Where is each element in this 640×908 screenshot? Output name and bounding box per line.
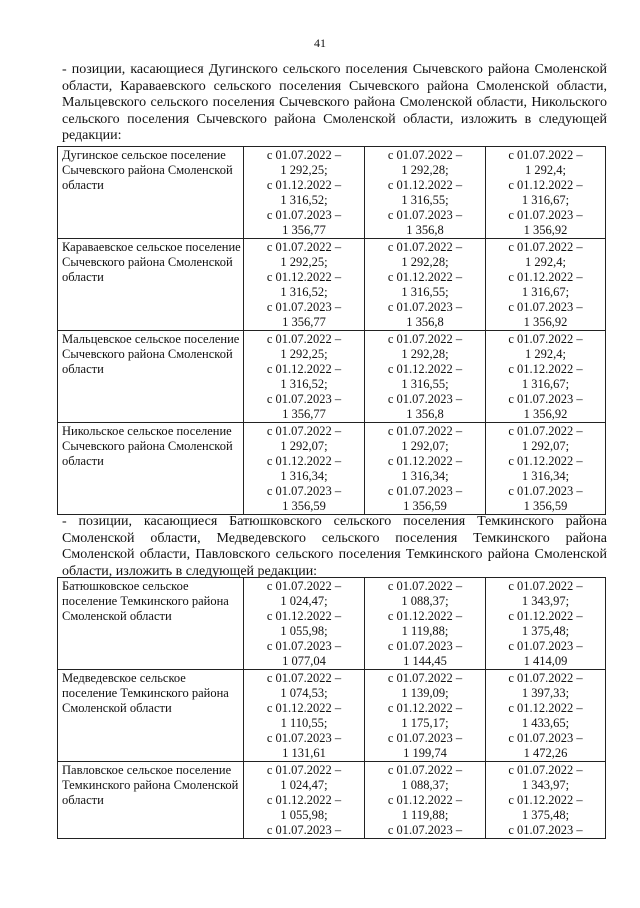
tariff-line: 1 139,09; (401, 686, 449, 700)
tariff-line: с 01.07.2023 – (266, 392, 342, 406)
tariff-line: 1 356,8 (406, 223, 444, 237)
tariff-line: 1 292,07; (280, 439, 328, 453)
tariff-line: с 01.07.2023 – (266, 484, 342, 498)
tariff-line: 1 343,97; (521, 778, 570, 792)
tariff-line: 1 316,67; (521, 285, 570, 299)
tariff-line: с 01.07.2023 – (387, 484, 463, 498)
tariff-line: 1 356,77 (282, 315, 326, 329)
table-row (58, 331, 606, 423)
tariff-table-temkinsky (57, 577, 606, 839)
tariff-line: 1 343,97; (521, 594, 570, 608)
tariff-line: с 01.12.2022 – (266, 178, 342, 192)
tariff-line: с 01.07.2023 – (266, 639, 342, 653)
tariff-line: с 01.07.2023 – (508, 300, 583, 314)
tariff-cell-c2 (365, 670, 486, 762)
tariff-line: 1 356,92 (523, 223, 568, 237)
tariff-line: 1 316,34; (521, 469, 570, 483)
tariff-line: 1 024,47; (280, 594, 328, 608)
tariff-cell-c3 (486, 670, 606, 762)
tariff-cell-c1 (244, 578, 365, 670)
tariff-line: с 01.07.2022 – (508, 579, 583, 593)
table-row (58, 239, 606, 331)
tariff-cell-c2 (365, 578, 486, 670)
tariff-line: 1 356,77 (282, 407, 326, 421)
tariff-line: 1 292,25; (280, 347, 328, 361)
table-row (58, 578, 606, 670)
tariff-line: с 01.07.2022 – (387, 763, 463, 777)
table-row (58, 423, 606, 515)
tariff-line: 1 356,59 (523, 499, 568, 513)
tariff-line: с 01.12.2022 – (508, 270, 583, 284)
tariff-cell-c2 (365, 331, 486, 423)
tariff-line: с 01.07.2022 – (508, 671, 583, 685)
tariff-line: с 01.07.2023 – (266, 731, 342, 745)
tariff-line: с 01.07.2023 – (387, 823, 463, 837)
tariff-line: с 01.07.2022 – (387, 579, 463, 593)
tariff-line: 1 356,8 (406, 407, 444, 421)
tariff-cell-c3 (486, 147, 606, 239)
settlement-name: Мальцевское сельское поселение Сычевского района Смоленской области (58, 331, 244, 423)
tariff-line: с 01.12.2022 – (387, 701, 463, 715)
tariff-line: 1 316,55; (401, 285, 449, 299)
tariff-line: с 01.07.2022 – (387, 240, 463, 254)
tariff-cell-c3 (486, 762, 606, 839)
tariff-line: 1 375,48; (521, 624, 570, 638)
tariff-line: с 01.07.2022 – (266, 148, 342, 162)
tariff-line: 1 316,55; (401, 377, 449, 391)
tariff-line: с 01.07.2023 – (508, 639, 583, 653)
tariff-line: 1 119,88; (401, 624, 449, 638)
tariff-line: с 01.07.2022 – (387, 424, 463, 438)
tariff-line: с 01.07.2023 – (508, 392, 583, 406)
settlement-name: Караваевское сельское поселение Сычевского района Смоленской области (58, 239, 244, 331)
tariff-cell-c1 (244, 762, 365, 839)
tariff-line: с 01.07.2023 – (508, 208, 583, 222)
tariff-line: 1 110,55; (280, 716, 328, 730)
tariff-line: с 01.12.2022 – (508, 178, 583, 192)
table-row (58, 670, 606, 762)
tariff-table-sychevsky (57, 146, 606, 515)
tariff-line: 1 292,07; (401, 439, 449, 453)
tariff-line: с 01.07.2022 – (266, 424, 342, 438)
tariff-line: с 01.07.2022 – (508, 148, 583, 162)
tariff-line: с 01.07.2022 – (508, 332, 583, 346)
tariff-line: с 01.12.2022 – (266, 793, 342, 807)
page-number: 41 (314, 36, 326, 50)
tariff-line: с 01.12.2022 – (387, 178, 463, 192)
tariff-line: 1 024,47; (280, 778, 328, 792)
tariff-line: с 01.12.2022 – (266, 454, 342, 468)
tariff-line: с 01.07.2022 – (266, 763, 342, 777)
tariff-line: с 01.07.2022 – (508, 424, 583, 438)
tariff-line: 1 356,92 (523, 407, 568, 421)
tariff-cell-c1 (244, 423, 365, 515)
tariff-line: с 01.12.2022 – (508, 454, 583, 468)
tariff-cell-c3 (486, 423, 606, 515)
paragraph-temkinsky: - позиции, касающиеся Батюшковского сельского поселения Темкинского района Смоленской области, Медведевского сельского поселения Темкинского района Смоленской области, Павловского сельского поселения Темкинского района Смоленской области, изложить в следующей редакции: (62, 514, 607, 579)
tariff-line: 1 175,17; (401, 716, 449, 730)
tariff-line: с 01.07.2023 – (508, 823, 583, 837)
tariff-line: с 01.12.2022 – (387, 270, 463, 284)
tariff-cell-c1 (244, 331, 365, 423)
tariff-line: 1 292,28; (401, 347, 449, 361)
tariff-line: с 01.07.2023 – (387, 392, 463, 406)
tariff-cell-c1 (244, 147, 365, 239)
settlement-name: Медведевское сельское поселение Темкинского района Смоленской области (58, 670, 244, 762)
tariff-line: с 01.07.2023 – (387, 639, 463, 653)
tariff-line: с 01.12.2022 – (508, 362, 583, 376)
tariff-line: с 01.12.2022 – (266, 701, 342, 715)
tariff-line: с 01.12.2022 – (266, 362, 342, 376)
tariff-line: 1 316,55; (401, 193, 449, 207)
table-row (58, 762, 606, 839)
tariff-line: с 01.07.2022 – (508, 240, 583, 254)
tariff-line: с 01.07.2022 – (508, 763, 583, 777)
tariff-line: с 01.07.2023 – (387, 731, 463, 745)
tariff-cell-c2 (365, 239, 486, 331)
tariff-line: 1 077,04 (282, 654, 326, 668)
tariff-line: с 01.12.2022 – (387, 362, 463, 376)
tariff-line: 1 144,45 (403, 654, 447, 668)
tariff-line: с 01.12.2022 – (387, 454, 463, 468)
tariff-line: с 01.12.2022 – (266, 270, 342, 284)
tariff-cell-c1 (244, 239, 365, 331)
tariff-line: 1 088,37; (401, 594, 449, 608)
tariff-line: с 01.07.2022 – (387, 148, 463, 162)
tariff-line: 1 292,25; (280, 163, 328, 177)
tariff-line: 1 292,07; (521, 439, 570, 453)
tariff-line: 1 088,37; (401, 778, 449, 792)
tariff-cell-c2 (365, 423, 486, 515)
tariff-line: 1 292,4; (525, 347, 566, 361)
tariff-line: 1 292,28; (401, 163, 449, 177)
tariff-cell-c2 (365, 762, 486, 839)
tariff-line: 1 292,28; (401, 255, 449, 269)
tariff-line: с 01.07.2022 – (266, 579, 342, 593)
tariff-line: 1 316,52; (280, 377, 328, 391)
paragraph-sychevsky: - позиции, касающиеся Дугинского сельского поселения Сычевского района Смоленской области, Караваевского сельского поселения Сычевского района Смоленской области, Мальцевского сельского поселения Сычевского района Смоленской области, Никольского сельского поселения Сычевского района Смоленской области, изложить в следующей редакции: (62, 62, 607, 143)
tariff-line: 1 316,34; (401, 469, 449, 483)
tariff-cell-c3 (486, 578, 606, 670)
tariff-line: 1 316,34; (280, 469, 328, 483)
tariff-line: с 01.12.2022 – (508, 793, 583, 807)
tariff-line: с 01.12.2022 – (266, 609, 342, 623)
tariff-line: 1 316,52; (280, 285, 328, 299)
tariff-line: 1 316,67; (521, 377, 570, 391)
tariff-line: 1 356,77 (282, 223, 326, 237)
tariff-line: 1 356,59 (282, 499, 326, 513)
tariff-line: с 01.07.2023 – (508, 731, 583, 745)
tariff-line: 1 433,65; (521, 716, 570, 730)
tariff-line: с 01.07.2022 – (387, 671, 463, 685)
tariff-line: 1 292,4; (525, 163, 566, 177)
tariff-line: 1 055,98; (280, 808, 328, 822)
tariff-line: 1 356,8 (406, 315, 444, 329)
tariff-cell-c1 (244, 670, 365, 762)
settlement-name: Павловское сельское поселение Темкинского района Смоленской области (58, 762, 244, 839)
tariff-line: с 01.07.2022 – (266, 240, 342, 254)
tariff-cell-c3 (486, 331, 606, 423)
tariff-line: с 01.07.2022 – (387, 332, 463, 346)
settlement-name: Никольское сельское поселение Сычевского района Смоленской области (58, 423, 244, 515)
tariff-line: с 01.12.2022 – (508, 609, 583, 623)
tariff-line: 1 316,67; (521, 193, 570, 207)
tariff-line: с 01.07.2023 – (266, 823, 342, 837)
tariff-line: 1 131,61 (282, 746, 326, 760)
tariff-line: с 01.12.2022 – (508, 701, 583, 715)
tariff-line: 1 119,88; (401, 808, 449, 822)
tariff-line: 1 292,4; (525, 255, 566, 269)
tariff-line: 1 055,98; (280, 624, 328, 638)
tariff-line: с 01.12.2022 – (387, 793, 463, 807)
settlement-name: Дугинское сельское поселение Сычевского района Смоленской области (58, 147, 244, 239)
tariff-line: 1 472,26 (523, 746, 568, 760)
tariff-line: 1 414,09 (523, 654, 568, 668)
tariff-line: 1 356,59 (403, 499, 447, 513)
tariff-line: с 01.12.2022 – (387, 609, 463, 623)
tariff-cell-c3 (486, 239, 606, 331)
tariff-line: с 01.07.2022 – (266, 332, 342, 346)
tariff-line: 1 292,25; (280, 255, 328, 269)
settlement-name: Батюшковское сельское поселение Темкинского района Смоленской области (58, 578, 244, 670)
tariff-line: 1 397,33; (521, 686, 570, 700)
tariff-line: с 01.07.2023 – (266, 208, 342, 222)
tariff-line: 1 316,52; (280, 193, 328, 207)
tariff-line: с 01.07.2023 – (387, 208, 463, 222)
tariff-line: 1 199,74 (403, 746, 447, 760)
tariff-line: с 01.07.2022 – (266, 671, 342, 685)
tariff-line: 1 356,92 (523, 315, 568, 329)
tariff-line: с 01.07.2023 – (387, 300, 463, 314)
tariff-line: 1 375,48; (521, 808, 570, 822)
tariff-line: с 01.07.2023 – (266, 300, 342, 314)
tariff-cell-c2 (365, 147, 486, 239)
tariff-line: 1 074,53; (280, 686, 328, 700)
tariff-line: с 01.07.2023 – (508, 484, 583, 498)
table-row (58, 147, 606, 239)
